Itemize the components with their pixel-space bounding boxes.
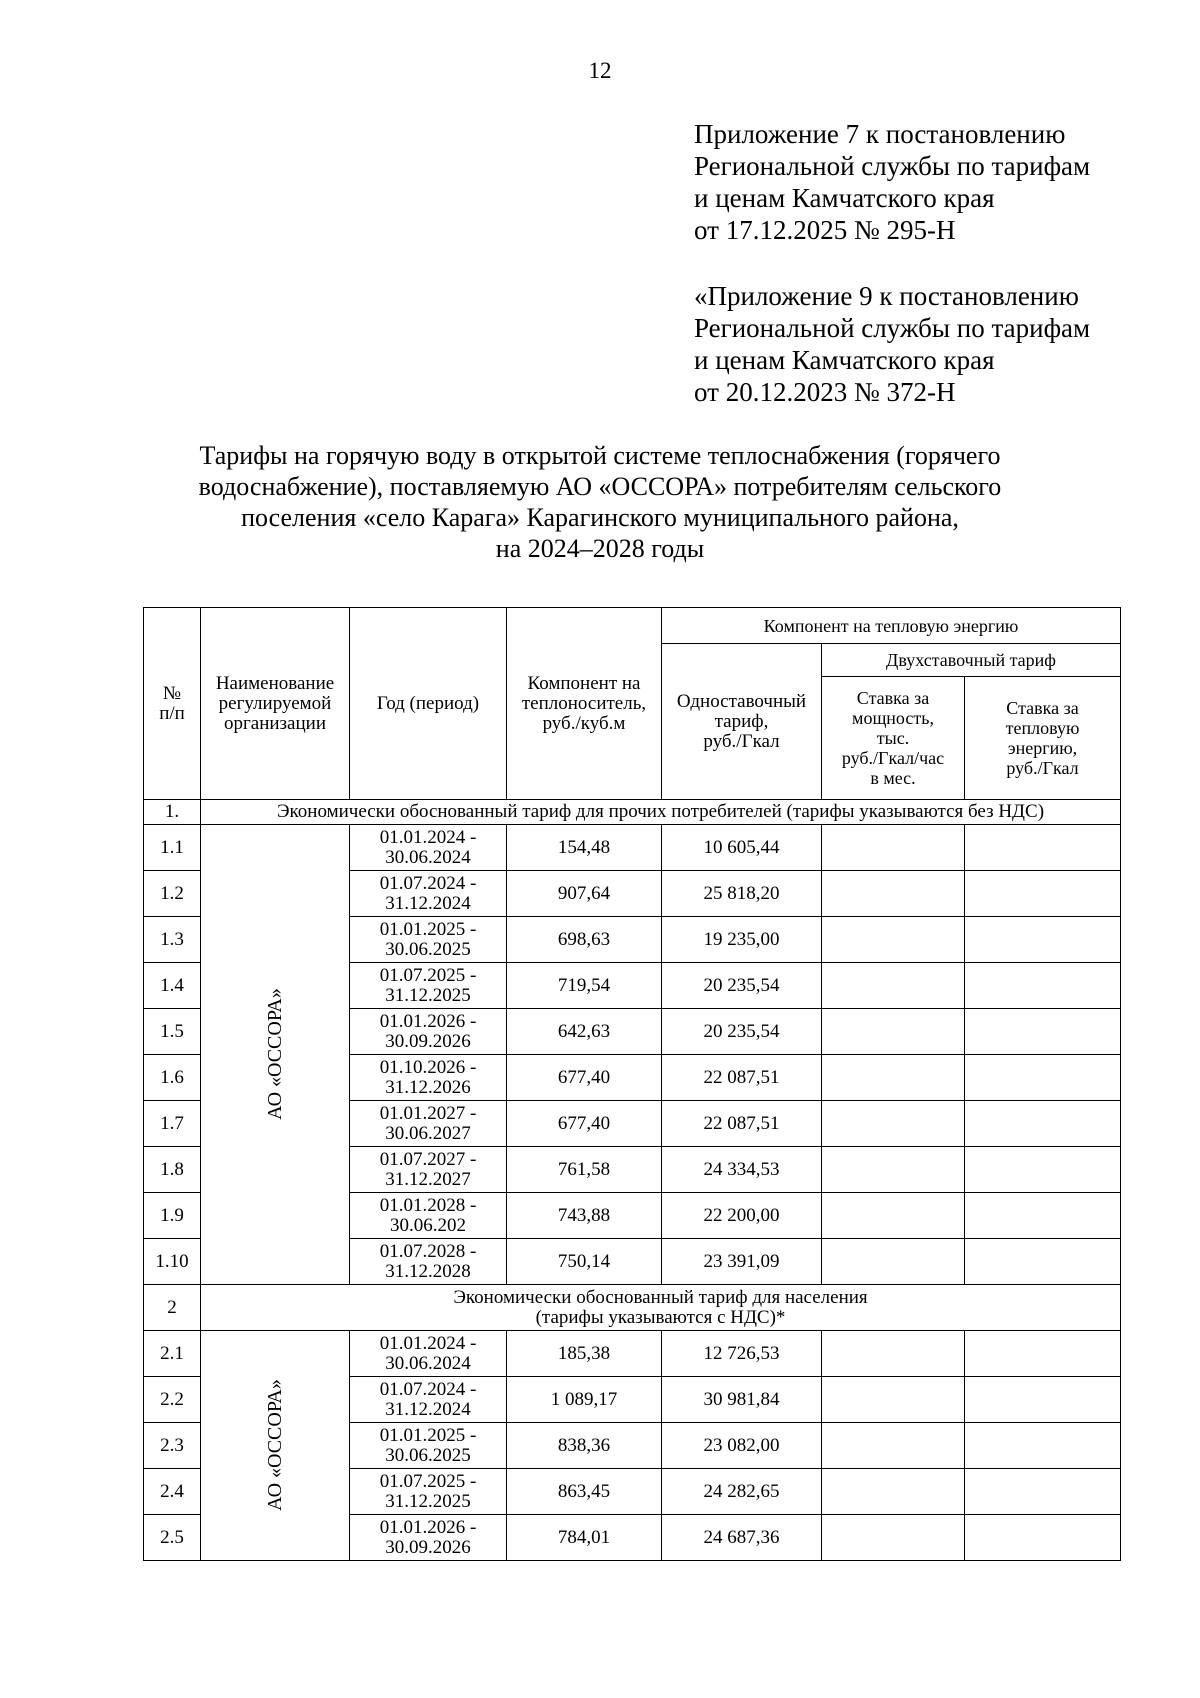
- single-rate-value: 24 687,36: [662, 1515, 822, 1561]
- row-number: 1.1: [144, 825, 201, 871]
- single-rate-value: 20 235,54: [662, 963, 822, 1009]
- title-line: Тарифы на горячую воду в открытой системе теплоснабжения (горячего: [199, 441, 1001, 470]
- annex-line: Приложение 7 к постановлению: [694, 119, 1066, 149]
- period-cell: [350, 1377, 507, 1423]
- section-number: 1.: [144, 800, 201, 825]
- energy-rate-value: [965, 825, 1121, 871]
- period-end: 31.12.2026: [385, 1076, 471, 1098]
- period-cell: [350, 917, 507, 963]
- single-rate-value: 24 334,53: [662, 1147, 822, 1193]
- row-number: 2.1: [144, 1331, 201, 1377]
- row-number: 2.4: [144, 1469, 201, 1515]
- single-rate-value: 19 235,00: [662, 917, 822, 963]
- single-rate-value: 10 605,44: [662, 825, 822, 871]
- carrier-value: 642,63: [507, 1009, 662, 1055]
- row-number: 1.9: [144, 1193, 201, 1239]
- period-start: 01.01.2028 -: [379, 1194, 477, 1216]
- period-start: 01.01.2024 -: [379, 826, 477, 848]
- section-header-row: [144, 1285, 1121, 1331]
- row-number: 1.6: [144, 1055, 201, 1101]
- document-title: [120, 440, 1080, 564]
- period-end: 30.06.2025: [385, 938, 471, 960]
- organization-name: АО «ОССОРА»: [264, 988, 286, 1120]
- period-cell: [350, 1101, 507, 1147]
- period-start: 01.07.2025 -: [379, 1470, 477, 1492]
- carrier-value: 719,54: [507, 963, 662, 1009]
- period-end: 31.12.2024: [385, 892, 471, 914]
- capacity-rate-value: [822, 1469, 965, 1515]
- annex-line: и ценам Камчатского края: [694, 183, 995, 213]
- energy-rate-value: [965, 1377, 1121, 1423]
- period-cell: [350, 1147, 507, 1193]
- period-cell: [350, 1193, 507, 1239]
- header-number: № п/п: [144, 608, 201, 800]
- row-number: 1.2: [144, 871, 201, 917]
- period-start: 01.10.2026 -: [379, 1056, 477, 1078]
- capacity-rate-value: [822, 1377, 965, 1423]
- row-number: 1.10: [144, 1239, 201, 1285]
- row-number: 1.5: [144, 1009, 201, 1055]
- period-cell: [350, 871, 507, 917]
- energy-rate-value: [965, 1331, 1121, 1377]
- row-number: 2.5: [144, 1515, 201, 1561]
- period-end: 30.09.2026: [385, 1536, 471, 1558]
- period-end: 30.06.2025: [385, 1444, 471, 1466]
- period-start: 01.07.2028 -: [379, 1240, 477, 1262]
- capacity-rate-value: [822, 1101, 965, 1147]
- energy-rate-value: [965, 1009, 1121, 1055]
- capacity-rate-value: [822, 1331, 965, 1377]
- period-end: 31.12.2025: [385, 984, 471, 1006]
- single-rate-value: 23 391,09: [662, 1239, 822, 1285]
- period-start: 01.01.2024 -: [379, 1332, 477, 1354]
- capacity-rate-value: [822, 1055, 965, 1101]
- energy-rate-value: [965, 1239, 1121, 1285]
- energy-rate-value: [965, 963, 1121, 1009]
- period-end: 30.06.202: [390, 1214, 466, 1236]
- single-rate-value: 22 200,00: [662, 1193, 822, 1239]
- carrier-value: 907,64: [507, 871, 662, 917]
- row-number: 1.8: [144, 1147, 201, 1193]
- period-end: 30.06.2027: [385, 1122, 471, 1144]
- section-title-line: Экономически обоснованный тариф для населения: [453, 1286, 868, 1308]
- section-number: 2: [144, 1285, 201, 1331]
- organization-cell: [201, 825, 350, 1285]
- tariff-table: [143, 607, 1121, 1561]
- row-number: 2.3: [144, 1423, 201, 1469]
- period-cell: [350, 825, 507, 871]
- annex-line: Региональной службы по тарифам: [694, 313, 1091, 343]
- header-carrier-component: Компонент на теплоноситель, руб./куб.м: [507, 608, 662, 800]
- period-cell: [350, 1055, 507, 1101]
- energy-rate-value: [965, 917, 1121, 963]
- period-end: 30.06.2024: [385, 846, 471, 868]
- carrier-value: 698,63: [507, 917, 662, 963]
- carrier-value: 838,36: [507, 1423, 662, 1469]
- header-period: Год (период): [350, 608, 507, 800]
- title-line: водоснабжение), поставляемую АО «ОССОРА» потребителям сельского: [198, 472, 1002, 501]
- header-energy-rate: Ставка за тепловую энергию, руб./Гкал: [965, 677, 1121, 800]
- carrier-value: 784,01: [507, 1515, 662, 1561]
- carrier-value: 185,38: [507, 1331, 662, 1377]
- period-cell: [350, 1423, 507, 1469]
- energy-rate-value: [965, 1515, 1121, 1561]
- period-cell: [350, 1009, 507, 1055]
- single-rate-value: 25 818,20: [662, 871, 822, 917]
- energy-rate-value: [965, 1147, 1121, 1193]
- page-number: 12: [588, 58, 612, 83]
- period-start: 01.07.2024 -: [379, 872, 477, 894]
- single-rate-value: 12 726,53: [662, 1331, 822, 1377]
- period-cell: [350, 963, 507, 1009]
- period-end: 30.09.2026: [385, 1030, 471, 1052]
- organization-cell: [201, 1331, 350, 1561]
- carrier-value: 863,45: [507, 1469, 662, 1515]
- header-single-rate: Одноставочный тариф, руб./Гкал: [662, 644, 822, 800]
- period-start: 01.07.2027 -: [379, 1148, 477, 1170]
- header-organization: Наименование регулируемой организации: [201, 608, 350, 800]
- period-start: 01.07.2024 -: [379, 1378, 477, 1400]
- capacity-rate-value: [822, 917, 965, 963]
- energy-rate-value: [965, 1101, 1121, 1147]
- carrier-value: 677,40: [507, 1055, 662, 1101]
- single-rate-value: 22 087,51: [662, 1101, 822, 1147]
- period-end: 31.12.2027: [385, 1168, 471, 1190]
- period-cell: [350, 1331, 507, 1377]
- period-cell: [350, 1469, 507, 1515]
- row-number: 1.3: [144, 917, 201, 963]
- period-start: 01.01.2025 -: [379, 918, 477, 940]
- single-rate-value: 24 282,65: [662, 1469, 822, 1515]
- period-cell: [350, 1239, 507, 1285]
- title-line: на 2024–2028 годы: [495, 534, 705, 563]
- capacity-rate-value: [822, 1515, 965, 1561]
- single-rate-value: 22 087,51: [662, 1055, 822, 1101]
- section-title: [201, 1285, 1121, 1331]
- header-heat-component: Компонент на тепловую энергию: [662, 608, 1121, 644]
- period-start: 01.01.2026 -: [379, 1516, 477, 1538]
- carrier-value: 761,58: [507, 1147, 662, 1193]
- table-row: [144, 825, 1121, 871]
- energy-rate-value: [965, 1055, 1121, 1101]
- table-row: [144, 1331, 1121, 1377]
- annex-line: от 20.12.2023 № 372-Н: [694, 377, 956, 407]
- energy-rate-value: [965, 1469, 1121, 1515]
- period-start: 01.01.2025 -: [379, 1424, 477, 1446]
- energy-rate-value: [965, 1423, 1121, 1469]
- section-title: Экономически обоснованный тариф для прочих потребителей (тарифы указываются без НДС): [201, 800, 1121, 825]
- period-end: 31.12.2028: [385, 1260, 471, 1282]
- capacity-rate-value: [822, 1239, 965, 1285]
- title-line: поселения «село Карага» Карагинского муниципального района,: [241, 503, 959, 532]
- capacity-rate-value: [822, 1423, 965, 1469]
- capacity-rate-value: [822, 825, 965, 871]
- carrier-value: 677,40: [507, 1101, 662, 1147]
- annex-original-reference: [694, 280, 1090, 408]
- single-rate-value: 23 082,00: [662, 1423, 822, 1469]
- section-header-row: [144, 800, 1121, 825]
- capacity-rate-value: [822, 871, 965, 917]
- energy-rate-value: [965, 1193, 1121, 1239]
- period-end: 31.12.2024: [385, 1398, 471, 1420]
- capacity-rate-value: [822, 1009, 965, 1055]
- annex-line: Региональной службы по тарифам: [694, 151, 1091, 181]
- annex-line: от 17.12.2025 № 295-Н: [694, 215, 956, 245]
- period-end: 31.12.2025: [385, 1490, 471, 1512]
- period-start: 01.01.2027 -: [379, 1102, 477, 1124]
- header-two-rate: Двухставочный тариф: [822, 644, 1121, 677]
- energy-rate-value: [965, 871, 1121, 917]
- carrier-value: 750,14: [507, 1239, 662, 1285]
- period-end: 30.06.2024: [385, 1352, 471, 1374]
- row-number: 1.7: [144, 1101, 201, 1147]
- period-cell: [350, 1515, 507, 1561]
- table-body: [144, 800, 1121, 1561]
- carrier-value: 1 089,17: [507, 1377, 662, 1423]
- section-title-line: (тарифы указываются с НДС)*: [535, 1306, 786, 1328]
- period-start: 01.07.2025 -: [379, 964, 477, 986]
- capacity-rate-value: [822, 963, 965, 1009]
- period-start: 01.01.2026 -: [379, 1010, 477, 1032]
- capacity-rate-value: [822, 1147, 965, 1193]
- annex-line: «Приложение 9 к постановлению: [694, 281, 1079, 311]
- single-rate-value: 20 235,54: [662, 1009, 822, 1055]
- row-number: 2.2: [144, 1377, 201, 1423]
- carrier-value: 743,88: [507, 1193, 662, 1239]
- single-rate-value: 30 981,84: [662, 1377, 822, 1423]
- header-capacity-rate: Ставка за мощность, тыс. руб./Гкал/час в мес.: [822, 677, 965, 800]
- capacity-rate-value: [822, 1193, 965, 1239]
- annex-current-reference: [694, 118, 1090, 246]
- carrier-value: 154,48: [507, 825, 662, 871]
- row-number: 1.4: [144, 963, 201, 1009]
- annex-line: и ценам Камчатского края: [694, 345, 995, 375]
- organization-name: АО «ОССОРА»: [264, 1379, 286, 1511]
